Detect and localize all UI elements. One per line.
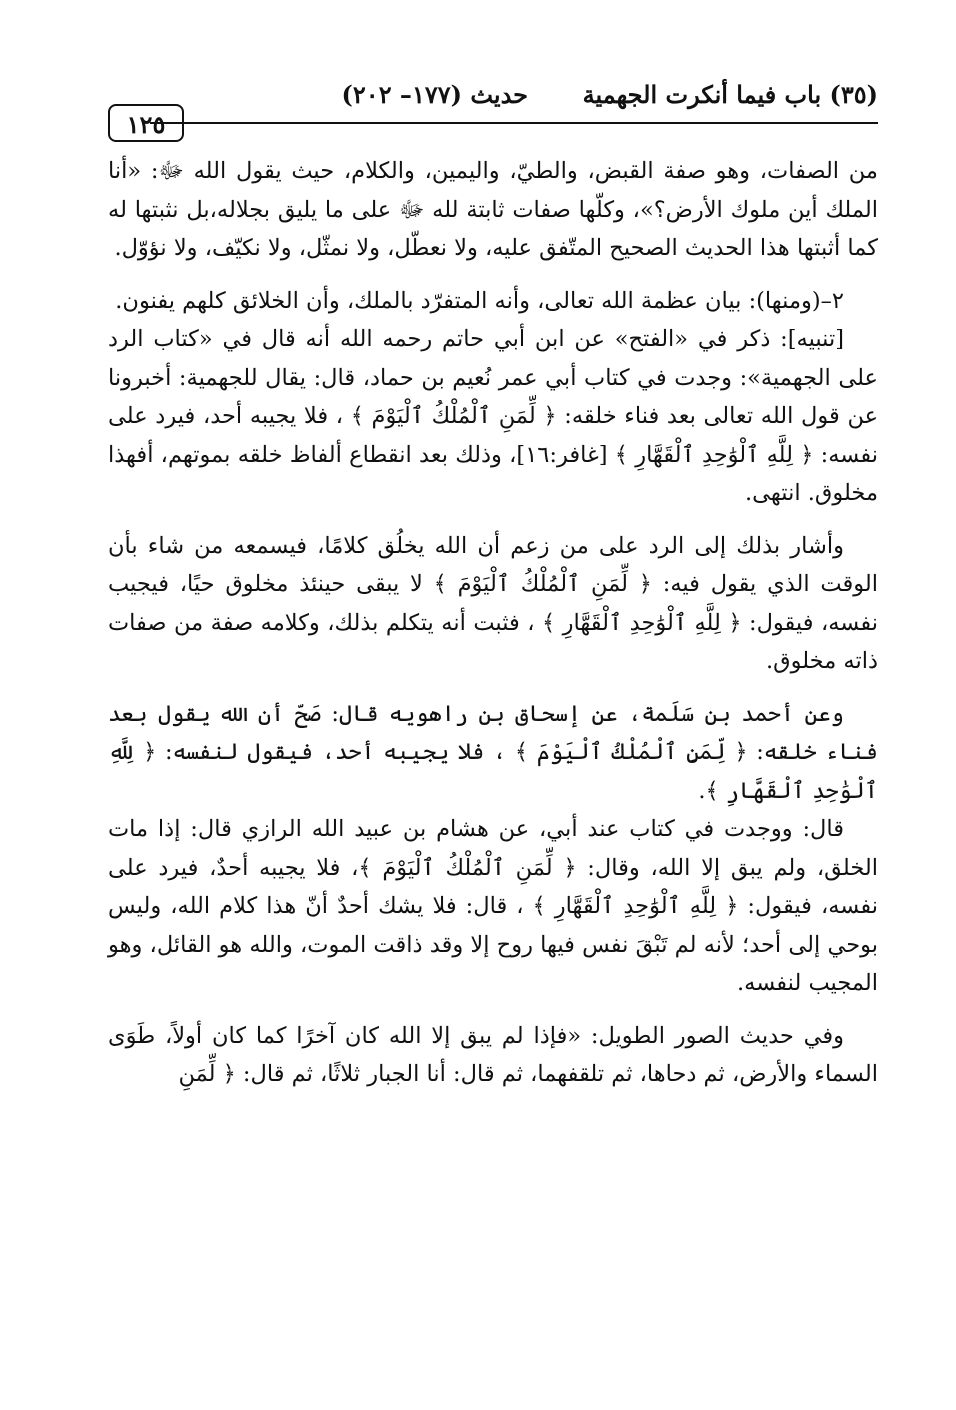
- paragraph: وعن أحمد بن سَلَمة، عن إسحاق بن راهويه قال: صَحّ أن الله يقول بعد فناء خلقه: ﴿ لِّمَنِ ٱلْمُلْكُ ٱلْيَوْمَ ﴾ ، فلا يجيبه أحد، فيقول لنفسه: ﴿ لِلَّهِ ٱلْوَٰحِدِ ٱلْقَهَّارِ ﴾.: [108, 700, 878, 804]
- paragraph: ٢–(ومنها): بيان عظمة الله تعالى، وأنه المتفرّد بالملك، وأن الخلائق كلهم يفنون.: [115, 287, 844, 314]
- paragraph: من الصفات، وهو صفة القبض، والطيّ، واليمين، والكلام، حيث يقول الله ﷻ: «أنا الملك أين ملوك الأرض؟»، وكلّها صفات ثابتة لله ﷻ على ما يليق بجلاله،بل نثبتها له كما أثبتها هذا الحديث الصحيح المتّفق عليه، ولا نعطّل، ولا نمثّل، ولا نكيّف، ولا نؤوّل.: [108, 158, 878, 261]
- paragraph: قال: ووجدت في كتاب عند أبي، عن هشام بن عبيد الله الرازي قال: إذا مات الخلق، ولم يبق إلا الله، وقال: ﴿ لِّمَنِ ٱلْمُلْكُ ٱلْيَوْمَ ﴾، فلا يجيبه أحدٌ، فيرد على نفسه، فيقول: ﴿ لِلَّهِ ٱلْوَٰحِدِ ٱلْقَهَّارِ ﴾ ، قال: فلا يشك أحدٌ أنّ هذا كلام الله، وليس بوحي إلى أحد؛ لأنه لم تَبْقَ نفس فيها روح إلا وقد ذاقت الموت، والله هو القائل، وهو المجيب لنفسه.: [108, 816, 878, 996]
- body-text: [108, 152, 878, 1094]
- paragraph: وفي حديث الصور الطويل: «فإذا لم يبق إلا الله كان آخرًا كما كان أولاً، طَوَى السماء والأرض، ثم دحاها، ثم تلقفهما، ثم قال: أنا الجبار ثلاثًا، ثم قال: ﴿ لِّمَنِ: [108, 1022, 878, 1087]
- paragraph: وأشار بذلك إلى الرد على من زعم أن الله يخلُق كلامًا، فيسمعه من شاء بأن الوقت الذي يقول فيه: ﴿ لِّمَنِ ٱلْمُلْكُ ٱلْيَوْمَ ﴾ لا يبقى حينئذ مخلوق حيًا، فيجيب نفسه، فيقول: ﴿ لِلَّهِ ٱلْوَٰحِدِ ٱلْقَهَّارِ ﴾ ، فثبت أنه يتكلم بذلك، وكلامه صفة من صفات ذاته مخلوق.: [108, 532, 878, 674]
- page-number: ١٢٥: [108, 104, 184, 142]
- chapter-title: (٣٥) باب فيما أنكرت الجهمية: [582, 80, 878, 109]
- running-header: [108, 76, 878, 116]
- hadith-range: حديث (١٧٧– ٢٠٢): [341, 80, 528, 109]
- paragraph: [تنبيه]: ذكر في «الفتح» عن ابن أبي حاتم رحمه الله أنه قال في «كتاب الرد على الجهمية»: وجدت في كتاب أبي عمر نُعيم بن حماد، قال: يقال للجهمية: أخبرونا عن قول الله تعالى بعد فناء خلقه: ﴿ لِّمَنِ ٱلْمُلْكُ ٱلْيَوْمَ ﴾ ، فلا يجيبه أحد، فيرد على نفسه: ﴿ لِلَّهِ ٱلْوَٰحِدِ ٱلْقَهَّارِ ﴾ [غافر:١٦]، وذلك بعد انقطاع ألفاظ خلقه بموتهم، أفهذا مخلوق. انتهى.: [108, 326, 878, 506]
- header-rule: [150, 122, 878, 124]
